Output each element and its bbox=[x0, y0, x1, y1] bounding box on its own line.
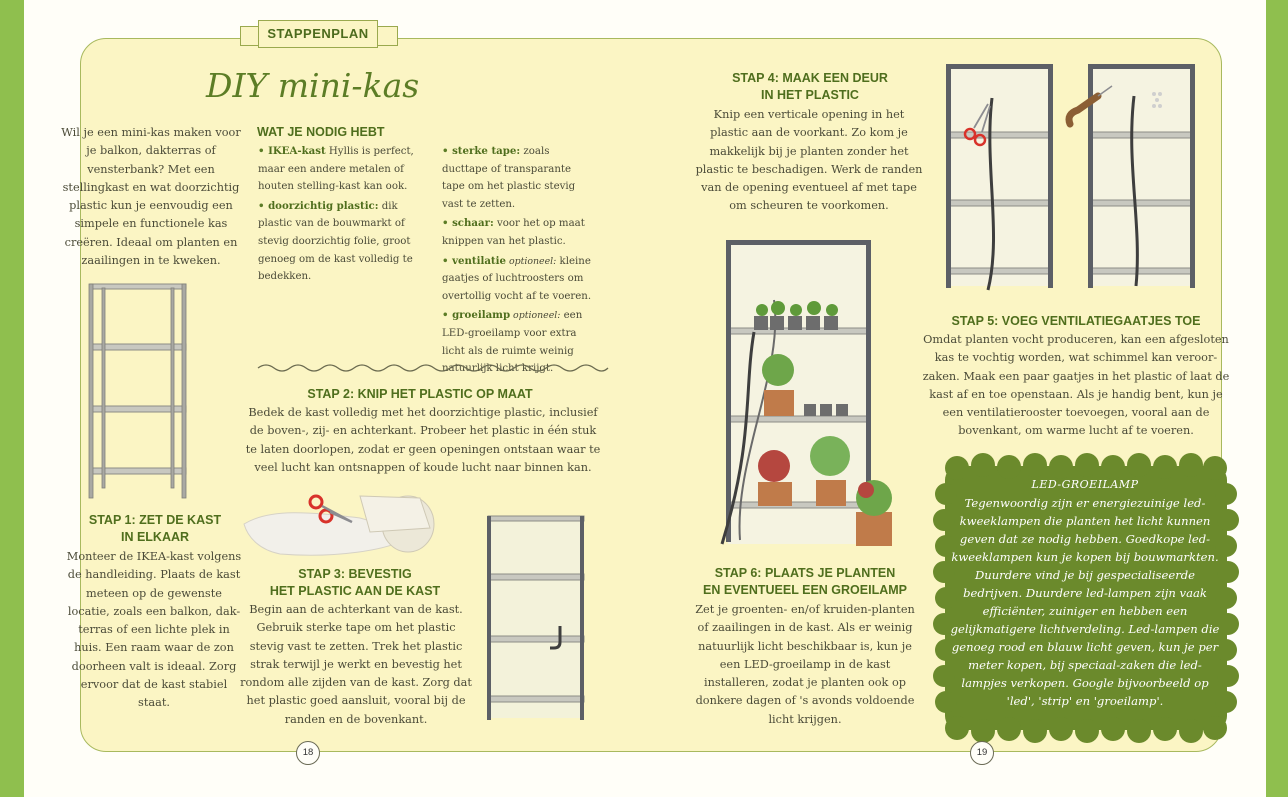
step4-heading: STAP 4: MAAK EEN DEUR IN HET PLASTIC bbox=[732, 71, 888, 102]
step3-heading: STAP 3: BEVESTIG HET PLASTIC AAN DE KAST bbox=[269, 567, 441, 598]
step3-text: Begin aan de achterkant van de kast. Gebruik sterke tape om het plastic stevig vast te zetten. Trek het plastic strak terwijl je werkt en bevestig het rondom alle zijden van de kast. Zorg dat het plastic goed aansluit, vooral bij de randen en de bovenkant. bbox=[240, 603, 472, 726]
wavy-divider bbox=[258, 362, 608, 374]
shelf-with-plastic-illustration bbox=[486, 514, 588, 722]
step6-heading: STAP 6: PLAATS JE PLANTEN EN EVENTUEEL EEN GROEILAMP bbox=[703, 566, 907, 597]
led-infobox-title: LED-GROEILAMP bbox=[1031, 478, 1139, 491]
step2-heading: STAP 2: KNIP HET PLASTIC OP MAAT bbox=[307, 387, 533, 401]
page-number-left: 18 bbox=[296, 741, 320, 765]
led-infobox bbox=[946, 476, 1224, 710]
needs-column-1 bbox=[258, 143, 416, 288]
empty-shelf-illustration bbox=[88, 282, 190, 500]
step2-text: Bedek de kast volledig met het doorzichtige plastic, inclusief de boven-, zij- en achterkant. Probeer het plastic in één stuk te laten doorlopen, zodat er geen openingen ontstaan waar te veel lucht kan ontsnappen of koude lucht naar binnen kan. bbox=[245, 406, 601, 474]
led-infobox-text: Tegenwoordig zijn er energiezuinige led-kweeklampen die planten het licht kunnen geven dat ze nodig hebben. Goedkope led-kweeklampen kun je kopen bij bouwmarkten. Duurdere vind je bij gespecialiseerde bedrijven. Duurdere led-lampen zijn vaak efficiënter, zuiniger en hebben een gelijkmatigere lichtverdeling. Led-lampen die genoeg rood en blauw licht geven, kun je per meter kopen, bij speciaal-zaken die led-lampjes verkopen. Google bijvoorbeeld op 'led', 'strip' en 'groeilamp'. bbox=[950, 496, 1220, 708]
needs-item: • doorzichtig plastic: dik plastic van de bouwmarkt of stevig doorzichtig folie, groot genoeg om de kast volledig te bedekken. bbox=[258, 199, 413, 283]
needs-heading: WAT JE NODIG HEBT bbox=[257, 125, 385, 139]
needs-item: • groeilamp optioneel: een LED-groeilamp voor extra licht als de ruimte weinig natuurlijk licht krijgt. bbox=[442, 309, 583, 375]
shelf-ventilation-illustration bbox=[1086, 64, 1198, 290]
page-title: DIY mini-kas bbox=[206, 66, 420, 105]
shelf-with-plants-illustration bbox=[714, 240, 904, 552]
needs-item: • sterke tape: zoals ducttape of transparante tape om het plastic stevig vast te zetten. bbox=[442, 145, 576, 210]
needs-item: • IKEA-kast Hyllis is perfect, maar een andere metalen of houten stelling-kast kan ook. bbox=[258, 145, 414, 193]
needs-column-2 bbox=[442, 143, 592, 380]
shelf-cut-door-illustration bbox=[944, 64, 1056, 290]
plastic-roll-and-scissors-illustration bbox=[240, 488, 440, 560]
section-banner: STAPPENPLAN bbox=[258, 20, 378, 48]
needs-item: • ventilatie optioneel: kleine gaatjes of luchtroosters om overtollig vocht af te voeren. bbox=[442, 254, 592, 302]
page-number-right: 19 bbox=[970, 741, 994, 765]
step1-text: Monteer de IKEA-kast volgens de handleiding. Plaats de kast meteen op de gewenste locatie, zoals een balkon, dak-terras of een lichte plek in huis. Een raam waar de zon doorheen valt is ideaal. Zorg ervoor dat de kast stabiel staat. bbox=[66, 550, 242, 710]
step6-text: Zet je groenten- en/of kruiden-planten of zaailingen in de kast. Als er weinig natuurlijk licht beschikbaar is, kun je een LED-groeilamp in de kast installeren, zodat je planten ook op donkere dagen of 's avonds voldoende licht krijgen. bbox=[695, 603, 915, 726]
step5-text: Omdat planten vocht produceren, kan een afgesloten kas te vochtig worden, wat schimmel kan veroor-zaken. Maak een paar gaatjes in het plastic of laat de kast af en toe openstaan. Als je handig bent, kun je een ventilatierooster toevoegen, vooral aan de bovenkant, om warme lucht af te voeren. bbox=[922, 333, 1230, 438]
step1-heading: STAP 1: ZET DE KAST IN ELKAAR bbox=[88, 513, 222, 544]
needs-item: • schaar: voor het op maat knippen van het plastic. bbox=[442, 217, 585, 247]
step5-heading: STAP 5: VOEG VENTILATIEGAATJES TOE bbox=[951, 314, 1201, 328]
step4-text: Knip een verticale opening in het plastic aan de voorkant. Zo kom je makkelijk bij je planten zonder het plastic te beschadigen. Werk de randen van de opening eventueel af met tape om scheuren te voorkomen. bbox=[695, 108, 923, 213]
intro-text: Wil je een mini-kas maken voor je balkon, dakterras of vensterbank? Met een stellingkast en wat doorzichtig plastic kun je eenvoudig een simpele en functionele kas creëren. Ideaal om planten en zaailingen in te kweken. bbox=[61, 126, 241, 268]
